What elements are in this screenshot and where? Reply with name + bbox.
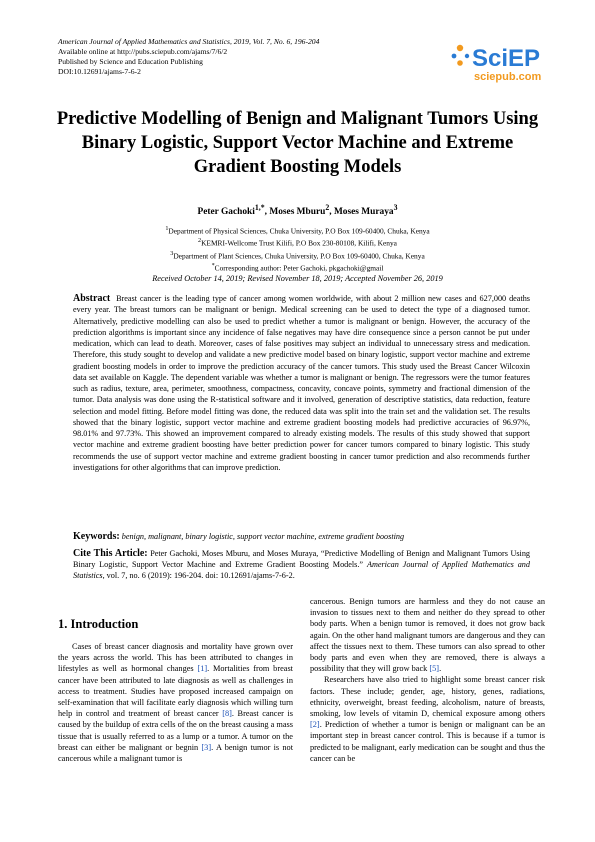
available-online: Available online at http://pubs.sciepub.com/ajams/7/6/2 bbox=[58, 47, 228, 56]
submission-dates: Received October 14, 2019; Revised November 18, 2019; Accepted November 26, 2019 bbox=[152, 274, 443, 283]
author-sup: 2 bbox=[325, 203, 330, 212]
paper-title: Predictive Modelling of Benign and Malignant Tumors Using Binary Logistic, Support Vector Machine and Extreme Gradient Boosting Models bbox=[56, 109, 539, 177]
paragraph bbox=[310, 596, 545, 674]
abstract bbox=[73, 293, 530, 473]
author-name: Moses Mburu bbox=[269, 207, 326, 218]
section-heading-introduction: 1. Introduction bbox=[58, 617, 139, 631]
text-run: . A benign tumor is not cancerous while a malignant tumor is bbox=[58, 742, 294, 764]
affiliation-text: Department of Physical Sciences, Chuka University, P.O Box 109-60400, Chuka, Kenya bbox=[168, 226, 430, 236]
cite-tail: , vol. 7, no. 6 (2019): 196-204. doi: 10.12691/ajams-7-6-2. bbox=[102, 571, 295, 581]
citation-link[interactable]: [1] bbox=[197, 664, 208, 674]
text-run: . bbox=[439, 664, 442, 674]
citation-link[interactable]: [2] bbox=[310, 720, 320, 730]
body-column-left bbox=[58, 641, 293, 764]
keywords-text: benign, malignant, binary logistic, support vector machine, extreme gradient boosting bbox=[121, 532, 405, 541]
author-list: Peter Gachoki$^{1,*}$, Moses Mburu$^2$, Moses Muraya$^3$ bbox=[197, 203, 398, 218]
cite-heading: Cite This Article: bbox=[73, 548, 148, 559]
abstract-heading: Abstract bbox=[73, 293, 111, 304]
affiliations bbox=[50, 224, 545, 274]
affiliation bbox=[50, 249, 545, 261]
keywords-heading: Keywords: bbox=[73, 531, 120, 542]
text-run: Researchers have also tried to highlight some breast cancer risk factors. These include; gender, age, history, genes, radiations, ethnicity, overweight, breast feeding, alcoholism, nature of breasts, smoking, low levels of vitamin D, chemical exposure among others bbox=[310, 675, 545, 719]
affiliation-text: Corresponding author: Peter Gachoki, pkgachoki@gmail bbox=[214, 263, 384, 273]
text-run: . Mortalities from breast cancer have been attributed to late diagnosis as well as challenges in access to treatment. Studies have proposed increased campaign on self-examination that will facilitate early diagnosis which willing turn help in control and treatment of breast cancer bbox=[58, 664, 293, 719]
author-sup: 3 bbox=[393, 203, 398, 212]
affiliation bbox=[50, 236, 545, 248]
keywords bbox=[73, 531, 530, 542]
abstract-text: Breast cancer is the leading type of cancer among women worldwide, with about 2 million new cases and 627,000 deaths every year. The breast tumors can be malignant or benign. Medical screening can be used to detect the type of a diagnosed tumor. Alternatively, predictive modelling can also be used to predict whether a tumor is malignant or benign. However, the accuracy of the prediction algorithms is important since any incidence of false negatives may have dire consequence since a person cannot be put under medication, which can lead to death. Moreover, cases of false positives may subject an individual to unnecessary stress and medication. Therefore, this study sought to develop and validate a new predictive model based on binary logistic, support vector machine and extreme gradient boosting models in order to improve the prediction accuracy of the cancer tumors. This study used the Breast Cancer Wilcoxin data set available on Kaggle. The dependent variable was whether a tumor is malignant or benign. The regressors were the tumor features such as radius, texture, area, perimeter, smoothness, compactness, concavity, concave points, symmetry and fractional dimension of the tumor. Data analysis was done using the R-statistical software and it involved, generation of descriptive statistics, data reduction, feature selection and model fitting. Before model fitting was done, the reduced data was split into the train set and the validation set. The results showed that the binary logistic, support vector machine and extreme gradient boosting models had predictive accuracies of 96.97%, 98.01% and 97.73%. This showed an improvement compared to already existing models. The results of this study showed that support vector machine and extreme gradient boosting have better prediction power for cancer tumors compared to binary logistic. This study recommends the use of support vector machine and extreme gradient boosting in cancer tumor prediction and also recommends further investigations for other algorithms that can improve prediction. bbox=[73, 294, 530, 472]
publisher-line: Published by Science and Education Publishing bbox=[58, 57, 203, 66]
text-run: . Prediction of whether a tumor is benign or malignant can be an important step in breast cancer control. This is because if a tumor is predicted to be malignant, early medication can be sought and thus the cancer can be bbox=[310, 720, 545, 763]
author-name: Peter Gachoki bbox=[197, 207, 255, 218]
citation-link[interactable]: [5] bbox=[429, 664, 440, 674]
body-column-right bbox=[310, 596, 545, 764]
paragraph bbox=[310, 674, 545, 764]
affiliation-text: KEMRI-Wellcome Trust Kilifi, P.O Box 230-80108, Kilifi, Kenya bbox=[201, 238, 397, 248]
text-run: . Breast cancer is caused by the buildup of extra cells of the on the breast causing a mass tissue that is usually referred to as a lump or a tumor. A tumor on the breast can either be malignant or begnin bbox=[58, 709, 294, 752]
affiliation-sup: * bbox=[211, 263, 215, 270]
affiliation-text: Department of Plant Sciences, Chuka University, P.O Box 109-60400, Chuka, Kenya bbox=[173, 251, 425, 261]
author-sup: 1,* bbox=[254, 203, 265, 212]
logo-site: sciepub.com bbox=[474, 71, 542, 83]
journal-line: American Journal of Applied Mathematics and Statistics, 2019, Vol. 7, No. 6, 196-204 bbox=[58, 37, 320, 46]
citation-link[interactable]: [3] bbox=[201, 742, 212, 752]
cite-text: Peter Gachoki, Moses Mburu, and Moses Muraya, “Predictive Modelling of Benign and Malignant Tumors Using Binary Logistic, Support Vector Machine and Extreme Gradient Boosting Models.” bbox=[73, 549, 531, 570]
journal-header bbox=[58, 37, 438, 77]
affiliation-sup: 3 bbox=[170, 250, 174, 257]
text-run: cancerous. Benign tumors are harmless and they do not cause an invasion to tissues next to them and neither do they spread to other body parts. When a benign tumor is removed, it does not grow back again. On the other hand malignant tumors are dangerous and they can affect the tissues next to them. These tumors can also spread to other body parts and even when they are removed, there is always a possibility that they will grow back bbox=[310, 597, 545, 674]
affiliation-sup: 2 bbox=[198, 238, 202, 245]
affiliation-sup: 1 bbox=[165, 226, 169, 232]
affiliation bbox=[50, 224, 545, 236]
text-run: Cases of breast cancer diagnosis and mortality have grown over the years across the world. This has been attributed to changes in lifestyles as well as hormonal changes bbox=[58, 642, 293, 674]
cite-this-article bbox=[73, 548, 530, 582]
paragraph bbox=[58, 641, 293, 764]
corresponding-author bbox=[50, 261, 545, 273]
doi-line: DOI:10.12691/ajams-7-6-2 bbox=[58, 67, 141, 76]
author-name: Moses Muraya bbox=[333, 207, 394, 218]
cite-journal: American Journal of Applied Mathematics and Statistics bbox=[73, 560, 530, 581]
logo-brand: SciEP bbox=[472, 45, 541, 72]
sciep-logo bbox=[450, 36, 550, 86]
citation-link[interactable]: [8] bbox=[222, 709, 232, 719]
